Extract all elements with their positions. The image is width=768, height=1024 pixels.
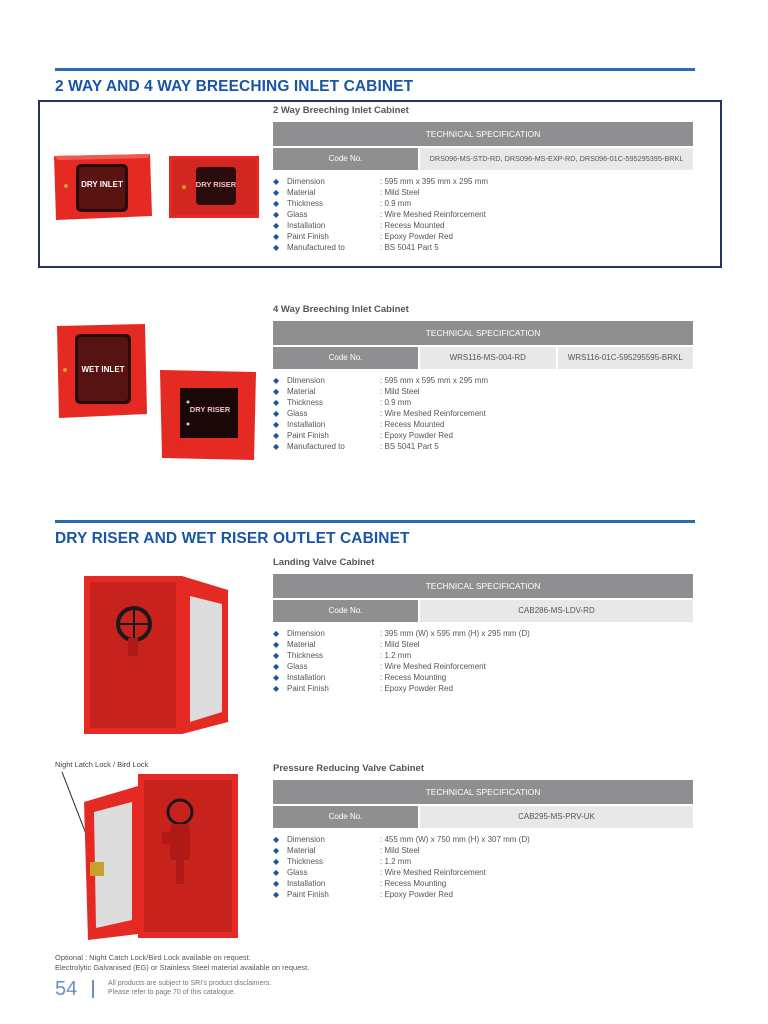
spec-key: Dimension [287,629,325,638]
spec-key: Paint Finish [287,431,329,440]
diamond-bullet-icon: ◆ [273,857,280,866]
spec-item [273,856,693,867]
spec-value: : Wire Meshed Reinforcement [380,409,486,418]
spec-item [273,430,693,441]
code-label: Code No. [273,148,418,170]
prv-cabinet-image [82,772,242,944]
spec-item [273,176,693,187]
spec-value: : Mild Steel [380,846,420,855]
spec-item [273,889,693,900]
spec-item [273,834,693,845]
spec-item [273,650,693,661]
spec-header: TECHNICAL SPECIFICATION [273,321,693,345]
dry-inlet-cabinet-image [52,150,154,222]
spec-value: : Recess Mounting [380,879,447,888]
diamond-bullet-icon: ◆ [273,177,280,186]
spec-value: : 595 mm x 395 mm x 295 mm [380,177,489,186]
code-row [273,806,693,828]
spec-item [273,845,693,856]
dry-riser-4way-cabinet-image [158,368,258,462]
product-spec-4way [273,304,693,452]
spec-key: Glass [287,662,308,671]
spec-key: Installation [287,673,326,682]
diamond-bullet-icon: ◆ [273,868,280,877]
diamond-bullet-icon: ◆ [273,199,280,208]
section-title: DRY RISER AND WET RISER OUTLET CABINET [55,530,410,547]
spec-key: Thickness [287,857,324,866]
diamond-bullet-icon: ◆ [273,835,280,844]
spec-value: : Epoxy Powder Red [380,684,453,693]
spec-value: : 0.9 mm [380,398,412,407]
code-value: WRS116-MS-004-RD [420,347,556,369]
spec-value: : BS 5041 Part 5 [380,243,439,252]
diamond-bullet-icon: ◆ [273,221,280,230]
wet-inlet-cabinet-image [55,322,149,420]
spec-key: Material [287,640,316,649]
spec-key: Dimension [287,376,325,385]
code-value: WRS116-01C-595295595-BRKL [558,347,694,369]
diamond-bullet-icon: ◆ [273,232,280,241]
spec-value: : 1.2 mm [380,857,412,866]
spec-item [273,198,693,209]
spec-header: TECHNICAL SPECIFICATION [273,122,693,146]
spec-key: Glass [287,210,308,219]
spec-key: Paint Finish [287,684,329,693]
spec-value: : BS 5041 Part 5 [380,442,439,451]
spec-item [273,242,693,253]
spec-list [273,176,693,253]
diamond-bullet-icon: ◆ [273,188,280,197]
product-spec-prv [273,763,693,900]
spec-key: Thickness [287,199,324,208]
spec-item [273,639,693,650]
spec-key: Paint Finish [287,232,329,241]
spec-value: : Mild Steel [380,640,420,649]
spec-item [273,209,693,220]
diamond-bullet-icon: ◆ [273,243,280,252]
spec-key: Dimension [287,835,325,844]
diamond-bullet-icon: ◆ [273,879,280,888]
spec-list [273,834,693,900]
spec-list [273,628,693,694]
diamond-bullet-icon: ◆ [273,629,280,638]
spec-item [273,231,693,242]
cabinet-label: WET INLET [81,365,125,374]
diamond-bullet-icon: ◆ [273,420,280,429]
spec-header: TECHNICAL SPECIFICATION [273,574,693,598]
page-number-divider [92,980,94,998]
product-title: Pressure Reducing Valve Cabinet [273,763,425,774]
diamond-bullet-icon: ◆ [273,684,280,693]
diamond-bullet-icon: ◆ [273,442,280,451]
spec-item [273,397,693,408]
product-spec-landing-valve [273,557,693,694]
diamond-bullet-icon: ◆ [273,651,280,660]
diamond-bullet-icon: ◆ [273,846,280,855]
spec-item [273,408,693,419]
section-rule [55,520,695,523]
spec-value: : Mild Steel [380,188,420,197]
spec-key: Installation [287,879,326,888]
spec-list [273,375,693,452]
diamond-bullet-icon: ◆ [273,398,280,407]
section-title: 2 WAY AND 4 WAY BREECHING INLET CABINET [55,78,414,95]
spec-key: Thickness [287,398,324,407]
spec-value: : Recess Mounting [380,673,447,682]
spec-item [273,441,693,452]
spec-key: Material [287,846,316,855]
page-number: 54 [55,978,78,1000]
diamond-bullet-icon: ◆ [273,409,280,418]
spec-key: Paint Finish [287,890,329,899]
spec-key: Dimension [287,177,325,186]
optional-note-line: Electrolytic Galvanised (EG) or Stainless Steel material available on request. [55,963,310,972]
code-label: Code No. [273,600,418,622]
code-row [273,148,693,170]
spec-key: Thickness [287,651,324,660]
cabinet-label: DRY RISER [189,405,231,414]
spec-item [273,672,693,683]
spec-item [273,386,693,397]
code-value: DRS096-MS-STD-RD, DRS096-MS-EXP-RD, DRS096-01C-595295395-BRKL [420,148,693,170]
disclaimer [108,979,271,997]
optional-note [55,953,309,973]
spec-item [273,661,693,672]
spec-key: Material [287,188,316,197]
optional-note-line: Optional : Night Catch Lock/Bird Lock available on request. [55,953,251,962]
spec-value: : Wire Meshed Reinforcement [380,868,486,877]
landing-valve-cabinet-image [82,572,232,738]
product-title: 2 Way Breeching Inlet Cabinet [273,105,409,116]
spec-value: : Epoxy Powder Red [380,232,453,241]
spec-item [273,419,693,430]
spec-item [273,878,693,889]
product-title: 4 Way Breeching Inlet Cabinet [273,304,409,315]
diamond-bullet-icon: ◆ [273,387,280,396]
spec-value: : Epoxy Powder Red [380,431,453,440]
section-rule [55,68,695,71]
spec-value: : Epoxy Powder Red [380,890,453,899]
spec-value: : Recess Mounted [380,221,445,230]
spec-item [273,220,693,231]
dry-riser-cabinet-image [168,155,260,219]
diamond-bullet-icon: ◆ [273,640,280,649]
spec-value: : 395 mm (W) x 595 mm (H) x 295 mm (D) [380,629,530,638]
diamond-bullet-icon: ◆ [273,673,280,682]
cabinet-label: DRY RISER [195,180,237,189]
code-label: Code No. [273,806,418,828]
diamond-bullet-icon: ◆ [273,890,280,899]
disclaimer-line: Please refer to page 70 of this catalogue. [108,989,236,996]
spec-key: Glass [287,409,308,418]
spec-header: TECHNICAL SPECIFICATION [273,780,693,804]
cabinet-label: DRY INLET [81,180,123,189]
diamond-bullet-icon: ◆ [273,376,280,385]
product-spec-2way [273,105,693,253]
spec-value: : 455 mm (W) x 750 mm (H) x 307 mm (D) [380,835,530,844]
spec-value: : Wire Meshed Reinforcement [380,210,486,219]
spec-value: : Recess Mounted [380,420,445,429]
spec-value: : 0.9 mm [380,199,412,208]
diamond-bullet-icon: ◆ [273,210,280,219]
disclaimer-line: All products are subject to SRI's product disclaimers. [108,980,272,987]
spec-key: Installation [287,221,326,230]
spec-item [273,867,693,878]
code-value: CAB286-MS-LDV-RD [420,600,693,622]
spec-key: Glass [287,868,308,877]
spec-key: Installation [287,420,326,429]
code-row [273,347,693,369]
diamond-bullet-icon: ◆ [273,662,280,671]
spec-item [273,375,693,386]
spec-key: Manufactured to [287,442,345,451]
spec-item [273,683,693,694]
code-label: Code No. [273,347,418,369]
spec-value: : Mild Steel [380,387,420,396]
spec-key: Material [287,387,316,396]
spec-value: : 1.2 mm [380,651,412,660]
spec-item [273,628,693,639]
product-title: Landing Valve Cabinet [273,557,375,568]
code-value: CAB295-MS-PRV-UK [420,806,693,828]
spec-key: Manufactured to [287,243,345,252]
callout-label: Night Latch Lock / Bird Lock [55,760,149,769]
code-row [273,600,693,622]
diamond-bullet-icon: ◆ [273,431,280,440]
spec-value: : 595 mm x 595 mm x 295 mm [380,376,489,385]
spec-item [273,187,693,198]
spec-value: : Wire Meshed Reinforcement [380,662,486,671]
